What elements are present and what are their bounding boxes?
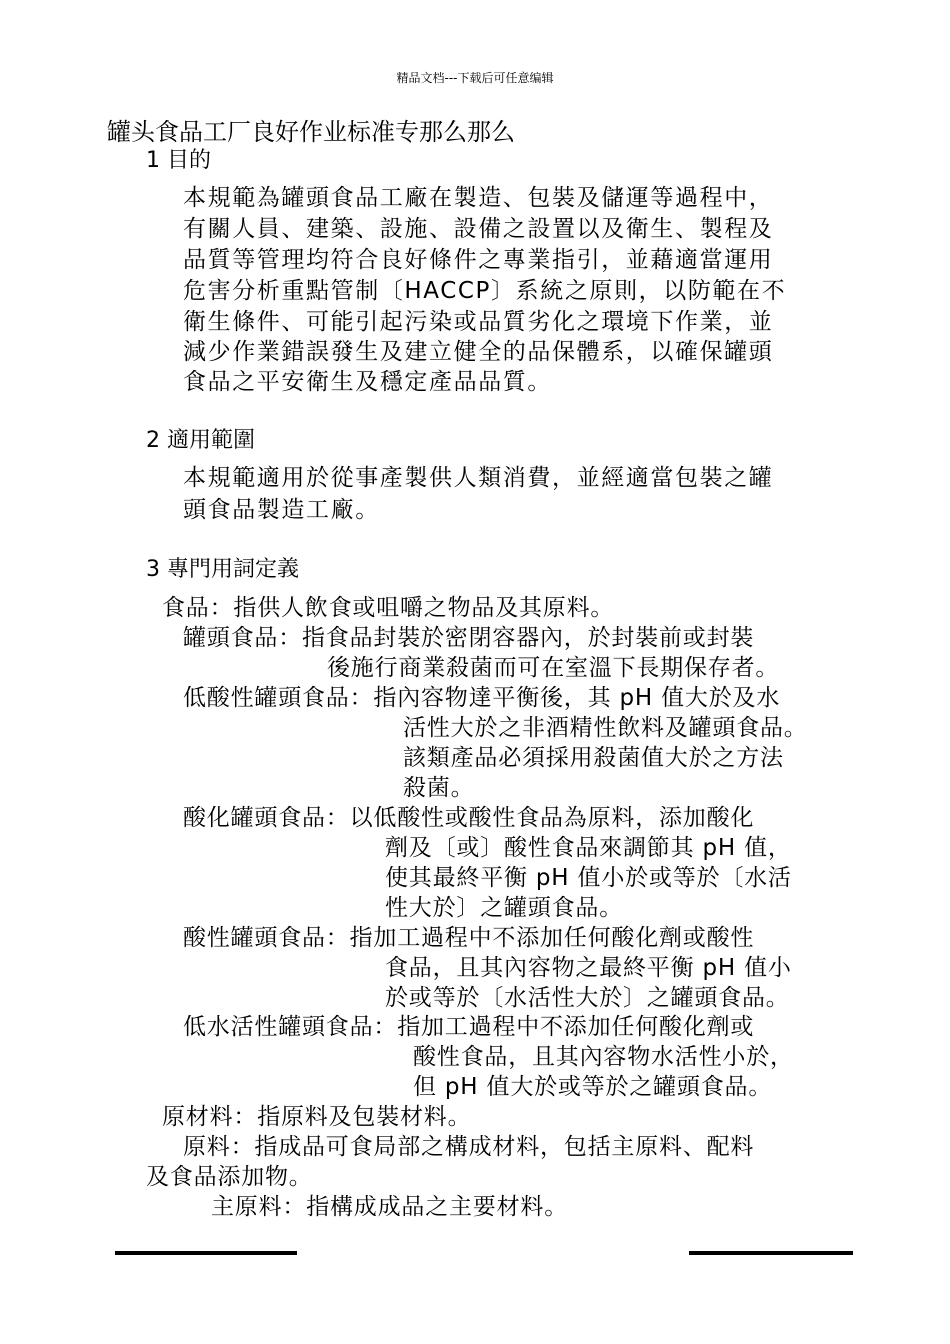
definition-line: 低水活性罐頭食品：指加工過程中不添加任何酸化劑或 xyxy=(183,1014,755,1040)
definition-line: 酸性罐頭食品：指加工過程中不添加任何酸化劑或酸性 xyxy=(183,925,755,951)
definition-line: 原材料：指原料及包裝材料。 xyxy=(162,1104,472,1130)
page-header: 精品文档---下载后可任意编辑 xyxy=(396,71,554,85)
document-title: 罐头食品工厂良好作业标准专那么那么 xyxy=(107,118,515,146)
definition-line: 劑及〔或〕酸性食品來調節其 pH 值， xyxy=(385,835,792,861)
section-3-heading: 3 專門用詞定義 xyxy=(146,557,299,582)
section-2-line: 本規範適用於從事產製供人類消費，並經適當包裝之罐 xyxy=(183,465,774,491)
section-1-line: 衛生條件、可能引起污染或品質劣化之環境下作業，並 xyxy=(183,309,774,335)
section-1-line: 品質等管理均符合良好條件之專業指引，並藉適當運用 xyxy=(183,247,774,273)
definition-line: 罐頭食品：指食品封裝於密閉容器內，於封裝前或封裝 xyxy=(183,625,755,651)
section-1-heading: 1 目的 xyxy=(146,148,211,173)
definition-line: 酸性食品，且其內容物水活性小於， xyxy=(413,1044,794,1070)
section-1-line: 食品之平安衛生及穩定產品品質。 xyxy=(183,369,552,395)
section-2-line: 頭食品製造工廠。 xyxy=(183,497,380,523)
footer-rule-left xyxy=(115,1251,297,1255)
definition-line: 食品：指供人飲食或咀嚼之物品及其原料。 xyxy=(162,595,615,621)
section-1-line: 減少作業錯誤發生及建立健全的品保體系，以確保罐頭 xyxy=(183,339,774,365)
definition-line: 低酸性罐頭食品：指內容物達平衡後，其 pH 值大於及水 xyxy=(183,685,781,711)
footer-rule-right xyxy=(689,1251,853,1255)
definition-line: 後施行商業殺菌而可在室溫下長期保存者。 xyxy=(327,655,780,681)
section-1-line: 有關人員、建築、設施、設備之設置以及衛生、製程及 xyxy=(183,216,774,242)
definition-line: 於或等於〔水活性大於〕之罐頭食品。 xyxy=(385,985,790,1011)
definition-line: 使其最終平衡 pH 值小於或等於〔水活 xyxy=(385,865,792,891)
definition-line: 性大於〕之罐頭食品。 xyxy=(385,895,623,921)
definition-line: 及食品添加物。 xyxy=(146,1164,313,1190)
section-1-line: 本規範為罐頭食品工廠在製造、包裝及儲運等過程中， xyxy=(183,185,774,211)
section-2-heading: 2 適用範圍 xyxy=(146,428,255,453)
section-1-line: 危害分析重點管制〔HACCP〕系統之原則，以防範在不 xyxy=(183,278,787,304)
definition-line: 原料：指成品可食局部之構成材料，包括主原料、配料 xyxy=(183,1134,755,1160)
definition-line: 活性大於之非酒精性飲料及罐頭食品。 xyxy=(403,715,808,741)
definition-line: 該類產品必須採用殺菌值大於之方法 xyxy=(403,745,784,771)
definition-line: 但 pH 值大於或等於之罐頭食品。 xyxy=(413,1074,773,1100)
definition-line: 殺菌。 xyxy=(403,775,475,801)
definition-line: 酸化罐頭食品：以低酸性或酸性食品為原料，添加酸化 xyxy=(183,805,755,831)
definition-line: 主原料：指構成成品之主要材料。 xyxy=(211,1194,568,1220)
definition-line: 食品，且其內容物之最終平衡 pH 值小 xyxy=(385,955,792,981)
